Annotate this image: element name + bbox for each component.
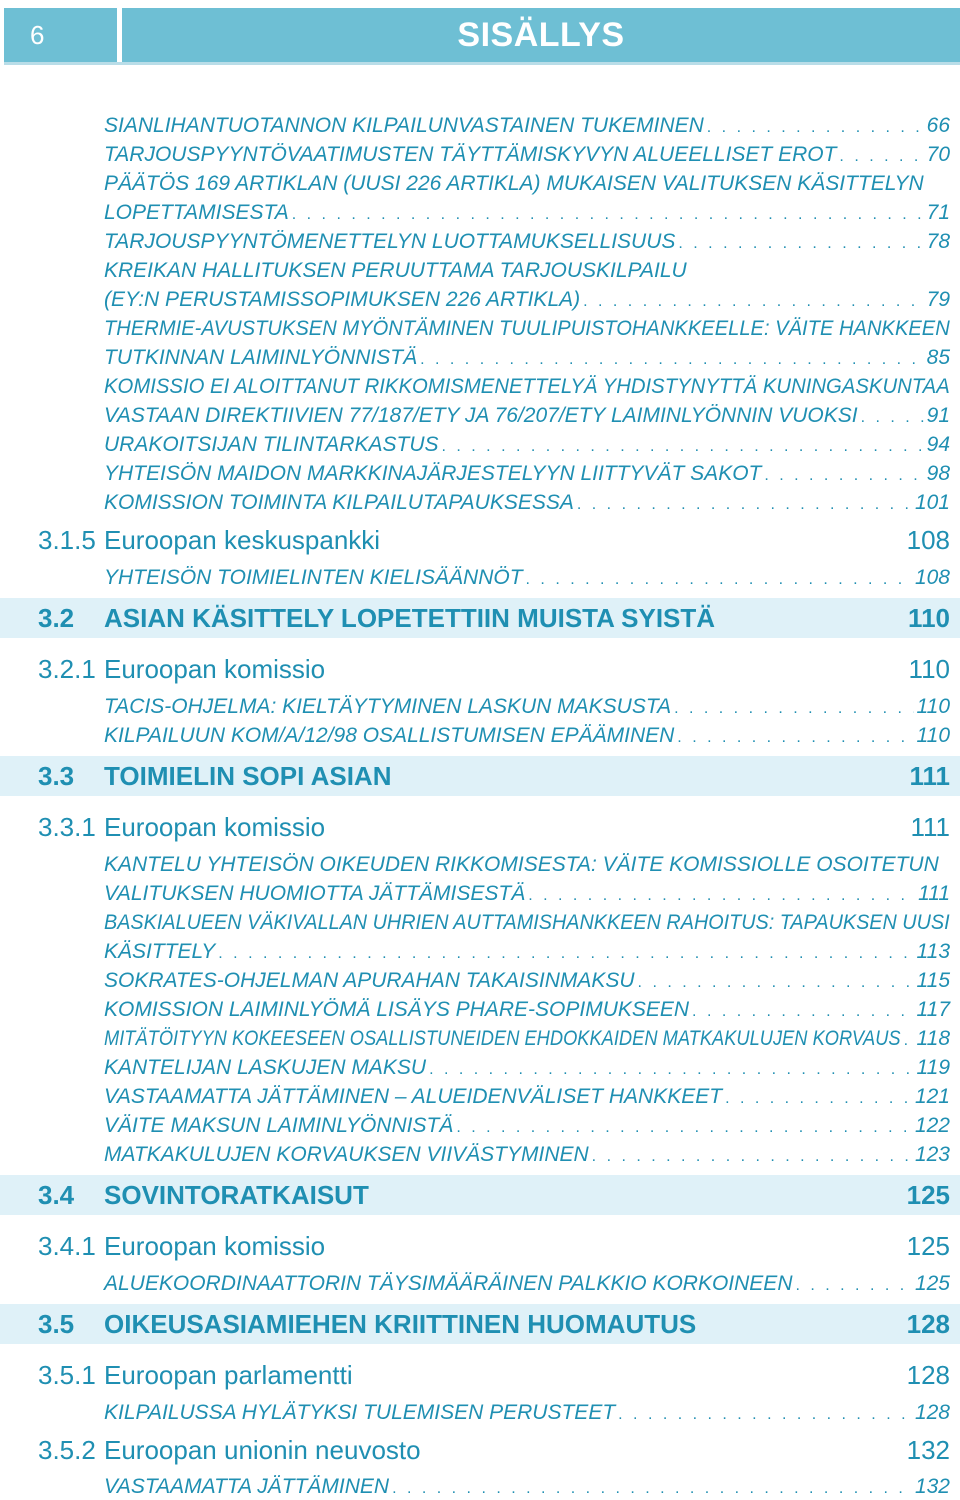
section-number: 3.3 <box>38 761 75 791</box>
toc-entry[interactable]: KOMISSION LAIMINLYÖMÄ LISÄYS PHARE-SOPIMUKSEEN . . . 117 <box>104 997 950 1023</box>
toc-entry[interactable]: VASTAAMATTA JÄTTÄMINEN . . . 132 <box>104 1474 950 1500</box>
toc-entry[interactable]: KANTELIJAN LASKUJEN MAKSU . . . 119 <box>104 1055 950 1081</box>
toc-entry[interactable]: (EY:N PERUSTAMISSOPIMUKSEN 226 ARTIKLA) . . . 79 <box>104 287 950 313</box>
toc-entry[interactable]: SOKRATES-OHJELMAN APURAHAN TAKAISINMAKSU . . . 115 <box>104 968 950 994</box>
section-title: ASIAN KÄSITTELY LOPETETTIIN MUISTA SYISTÄ <box>104 603 716 633</box>
toc-entry[interactable]: KILPAILUUN KOM/A/12/98 OSALLISTUMISEN EPÄÄMINEN . . . 110 <box>104 723 950 749</box>
toc-entry[interactable]: KILPAILUSSA HYLÄTYKSI TULEMISEN PERUSTEET . . . 128 <box>104 1400 950 1426</box>
header-shadow <box>4 62 960 65</box>
toc-entry-line: BASKIALUEEN VÄKIVALLAN UHRIEN AUTTAMISHANKKEEN RAHOITUS: TAPAUKSEN UUSI <box>104 911 950 934</box>
section-page: 125 <box>906 1231 950 1261</box>
section-title: Euroopan parlamentti <box>104 1360 353 1390</box>
section-page: 132 <box>906 1435 950 1465</box>
toc-entry[interactable]: KOMISSION TOIMINTA KILPAILUTAPAUKSESSA . . . 101 <box>104 490 950 516</box>
toc-entry-line: PÄÄTÖS 169 ARTIKLAN (UUSI 226 ARTIKLA) MUKAISEN VALITUKSEN KÄSITTELYN <box>104 172 924 195</box>
toc-subsection[interactable] <box>0 523 960 557</box>
section-number: 3.2.1 <box>38 654 96 684</box>
toc-entry[interactable]: ALUEKOORDINAATTORIN TÄYSIMÄÄRÄINEN PALKKIO KORKOINEEN . . . 125 <box>104 1271 950 1297</box>
section-page: 125 <box>906 1180 950 1210</box>
section-number: 3.1.5 <box>38 525 96 555</box>
toc-entry[interactable]: TARJOUSPYYNTÖVAATIMUSTEN TÄYTTÄMISKYVYN ALUEELLISET EROT . . . 70 <box>104 142 950 168</box>
toc-entry[interactable]: YHTEISÖN TOIMIELINTEN KIELISÄÄNNÖT . . . 108 <box>104 565 950 591</box>
page-number: 6 <box>4 8 117 62</box>
toc-section[interactable] <box>0 1175 960 1215</box>
section-title: Euroopan keskuspankki <box>104 525 381 555</box>
page-title: SISÄLLYS <box>122 8 960 62</box>
toc-subsection[interactable] <box>0 1229 960 1263</box>
section-title: SOVINTORATKAISUT <box>104 1180 369 1210</box>
toc-section[interactable] <box>0 598 960 638</box>
section-page: 111 <box>909 761 950 791</box>
toc-entry[interactable]: URAKOITSIJAN TILINTARKASTUS . . . 94 <box>104 432 950 458</box>
section-page: 128 <box>906 1360 950 1390</box>
toc-entry[interactable]: SIANLIHANTUOTANNON KILPAILUNVASTAINEN TUKEMINEN . . . 66 <box>104 113 950 139</box>
section-title: Euroopan komissio <box>104 1231 326 1261</box>
section-page: 108 <box>906 525 950 555</box>
toc-entry[interactable]: LOPETTAMISESTA . . . 71 <box>104 200 950 226</box>
toc-entry[interactable]: MATKAKULUJEN KORVAUKSEN VIIVÄSTYMINEN . . . 123 <box>104 1142 950 1168</box>
section-number: 3.3.1 <box>38 812 96 842</box>
section-number: 3.5.2 <box>38 1435 96 1465</box>
toc-entry[interactable]: VASTAAN DIREKTIIVIEN 77/187/ETY JA 76/207/ETY LAIMINLYÖNNIN VUOKSI . . . 91 <box>104 403 950 429</box>
toc-subsection[interactable] <box>0 652 960 686</box>
toc-entry-line: KREIKAN HALLITUKSEN PERUUTTAMA TARJOUSKILPAILU <box>104 259 687 282</box>
toc-entry[interactable]: VASTAAMATTA JÄTTÄMINEN – ALUEIDENVÄLISET HANKKEET . . . 121 <box>104 1084 950 1110</box>
toc-subsection[interactable] <box>0 1433 960 1467</box>
toc-entry[interactable]: YHTEISÖN MAIDON MARKKINAJÄRJESTELYYN LIITTYVÄT SAKOT . . . 98 <box>104 461 950 487</box>
section-title: Euroopan komissio <box>104 654 326 684</box>
page-header <box>4 8 960 62</box>
section-page: 110 <box>908 654 950 684</box>
toc-entry-line: KANTELU YHTEISÖN OIKEUDEN RIKKOMISESTA: VÄITE KOMISSIOLLE OSOITETUN <box>104 853 939 876</box>
toc-entry[interactable]: TACIS-OHJELMA: KIELTÄYTYMINEN LASKUN MAKSUSTA . . . 110 <box>104 694 950 720</box>
section-page: 110 <box>908 603 950 633</box>
toc-entry-line: KOMISSIO EI ALOITTANUT RIKKOMISMENETTELYÄ YHDISTYNYTTÄ KUNINGASKUNTAA <box>104 375 950 398</box>
toc-entry[interactable]: TUTKINNAN LAIMINLYÖNNISTÄ . . . 85 <box>104 345 950 371</box>
toc-entry[interactable]: TARJOUSPYYNTÖMENETTELYN LUOTTAMUKSELLISUUS . . . 78 <box>104 229 950 255</box>
section-title: Euroopan komissio <box>104 812 326 842</box>
toc-subsection[interactable] <box>0 1358 960 1392</box>
section-number: 3.5 <box>38 1309 75 1339</box>
section-page: 111 <box>910 812 950 842</box>
section-number: 3.5.1 <box>38 1360 96 1390</box>
toc-section[interactable] <box>0 1304 960 1344</box>
section-number: 3.4 <box>38 1180 75 1210</box>
section-page: 128 <box>906 1309 950 1339</box>
section-number: 3.2 <box>38 603 75 633</box>
toc-entry[interactable]: KÄSITTELY . . . 113 <box>104 939 950 965</box>
section-title: OIKEUSASIAMIEHEN KRIITTINEN HUOMAUTUS <box>104 1309 697 1339</box>
toc-entry[interactable]: VALITUKSEN HUOMIOTTA JÄTTÄMISESTÄ . . . 111 <box>104 881 950 907</box>
toc-section[interactable] <box>0 756 960 796</box>
section-title: TOIMIELIN SOPI ASIAN <box>104 761 392 791</box>
toc-entry[interactable]: MITÄTÖITYYN KOKEESEEN OSALLISTUNEIDEN EHDOKKAIDEN MATKAKULUJEN KORVAUS . . . 118 <box>104 1026 950 1052</box>
toc-subsection[interactable] <box>0 810 960 844</box>
toc-entry[interactable]: VÄITE MAKSUN LAIMINLYÖNNISTÄ . . . 122 <box>104 1113 950 1139</box>
section-title: Euroopan unionin neuvosto <box>104 1435 421 1465</box>
section-number: 3.4.1 <box>38 1231 96 1261</box>
toc-entry-line: THERMIE-AVUSTUKSEN MYÖNTÄMINEN TUULIPUISTOHANKKEELLE: VÄITE HANKKEEN <box>104 317 950 340</box>
